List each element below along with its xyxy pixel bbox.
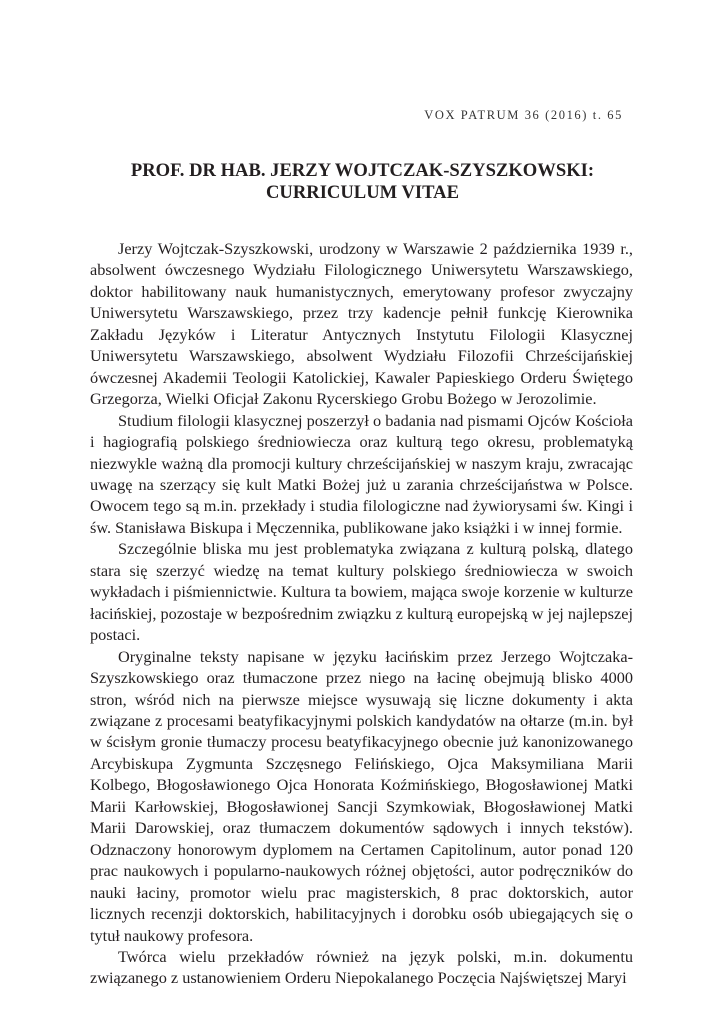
article-title-line-1: PROF. DR HAB. JERZY WOJTCZAK-SZYSZKOWSKI: [130, 160, 595, 181]
article-title-line-2: CURRICULUM VITAE [265, 182, 459, 203]
paragraph-research: Studium filologii klasycznej poszerzył o badania nad pismami Ojców Kościoła i hagiografią polskiego średniowiecza oraz kulturą tego okresu, problematyką niezwykle ważną dla promocji kultury chrześcijańskiej w naszym kraju, zwracając uwagę na szerzący się kult Matki Bożej już u zarania chrześcijaństwa w Polsce. Owocem tego są m.in. przekłady i studia filologiczne nad żywiorysami św. Kingi i św. Stanisława Biskupa i Męczennika, publikowane jako książki i w innej formie. [90, 410, 634, 537]
paragraph-biography: Jerzy Wojtczak-Szyszkowski, urodzony w Warszawie 2 października 1939 r., absolwent ówczesnego Wydziału Filologicznego Uniwersytetu Warszawskiego, doktor habilitowany nauk humanistycznych, emerytowany profesor zwyczajny Uniwersytetu Warszawskiego, przez trzy kadencje pełnił funkcję Kierownika Zakładu Języków i Literatur Antycznych Instytutu Filologii Klasycznej Uniwersytetu Warszawskiego, absolwent Wydziału Filozofii Chrześcijańskiej ówczesnej Akademii Teologii Katolickiej, Kawaler Papieskiego Orderu Świętego Grzegorza, Wielki Oficjał Zakonu Rycerskiego Grobu Bożego w Jerozolimie. [90, 239, 633, 409]
paragraph-latin-texts: Oryginalne teksty napisane w języku łacińskim przez Jerzego Wojtczaka-Szyszkowskiego oraz tłumaczone przez niego na łacinę obejmują blisko 4000 stron, wśród nich na pierwsze miejsce wysuwają się liczne dokumenty i akta związane z procesami beatyfikacyjnymi polskich kandydatów na ołtarze (m.in. był w ścisłym gronie tłumaczy procesu beatyfikacyjnego obecnie już kanonizowanego Arcybiskupa Zygmunta Szczęsnego Felińskiego, Ojca Maksymiliana Marii Kolbego, Błogosławionego Ojca Honorata Koźmińskiego, Błogosławionej Matki Marii Karłowskiej, Błogosławionej Sancji Szymkowiak, Błogosławionej Matki Marii Darowskiej, oraz tłumaczem dokumentów sądowych i innych tekstów). Odznaczony honorowym dyplomem na Certamen Capitolinum, autor ponad 120 prac naukowych i popularno-naukowych różnej objętości, autor podręczników do nauki łaciny, promotor wielu prac magisterskich, 8 prac doktorskich, autor licznych recenzji doktorskich, habilitacyjnych i dorobku osób ubiegających się o tytuł naukowy profesora. [90, 646, 633, 945]
article-title [90, 160, 635, 204]
paragraph-translations: Twórca wielu przekładów również na język polski, m.in. dokumentu związanego z ustanowieniem Orderu Niepokalanego Poczęcia Najświętszej Maryi [90, 946, 633, 988]
article-body [90, 238, 633, 989]
running-header: VOX PATRUM 36 (2016) t. 65 [424, 108, 623, 122]
paragraph-polish-culture: Szczególnie bliska mu jest problematyka związana z kulturą polską, dlatego stara się szerzyć wiedzę na temat kultury polskiego średniowiecza w swoich wykładach i piśmiennictwie. Kultura ta bowiem, mająca swoje korzenie w kulturze łacińskiej, pozostaje w bezpośrednim związku z kulturą europejską w jej najlepszej postaci. [90, 539, 633, 645]
